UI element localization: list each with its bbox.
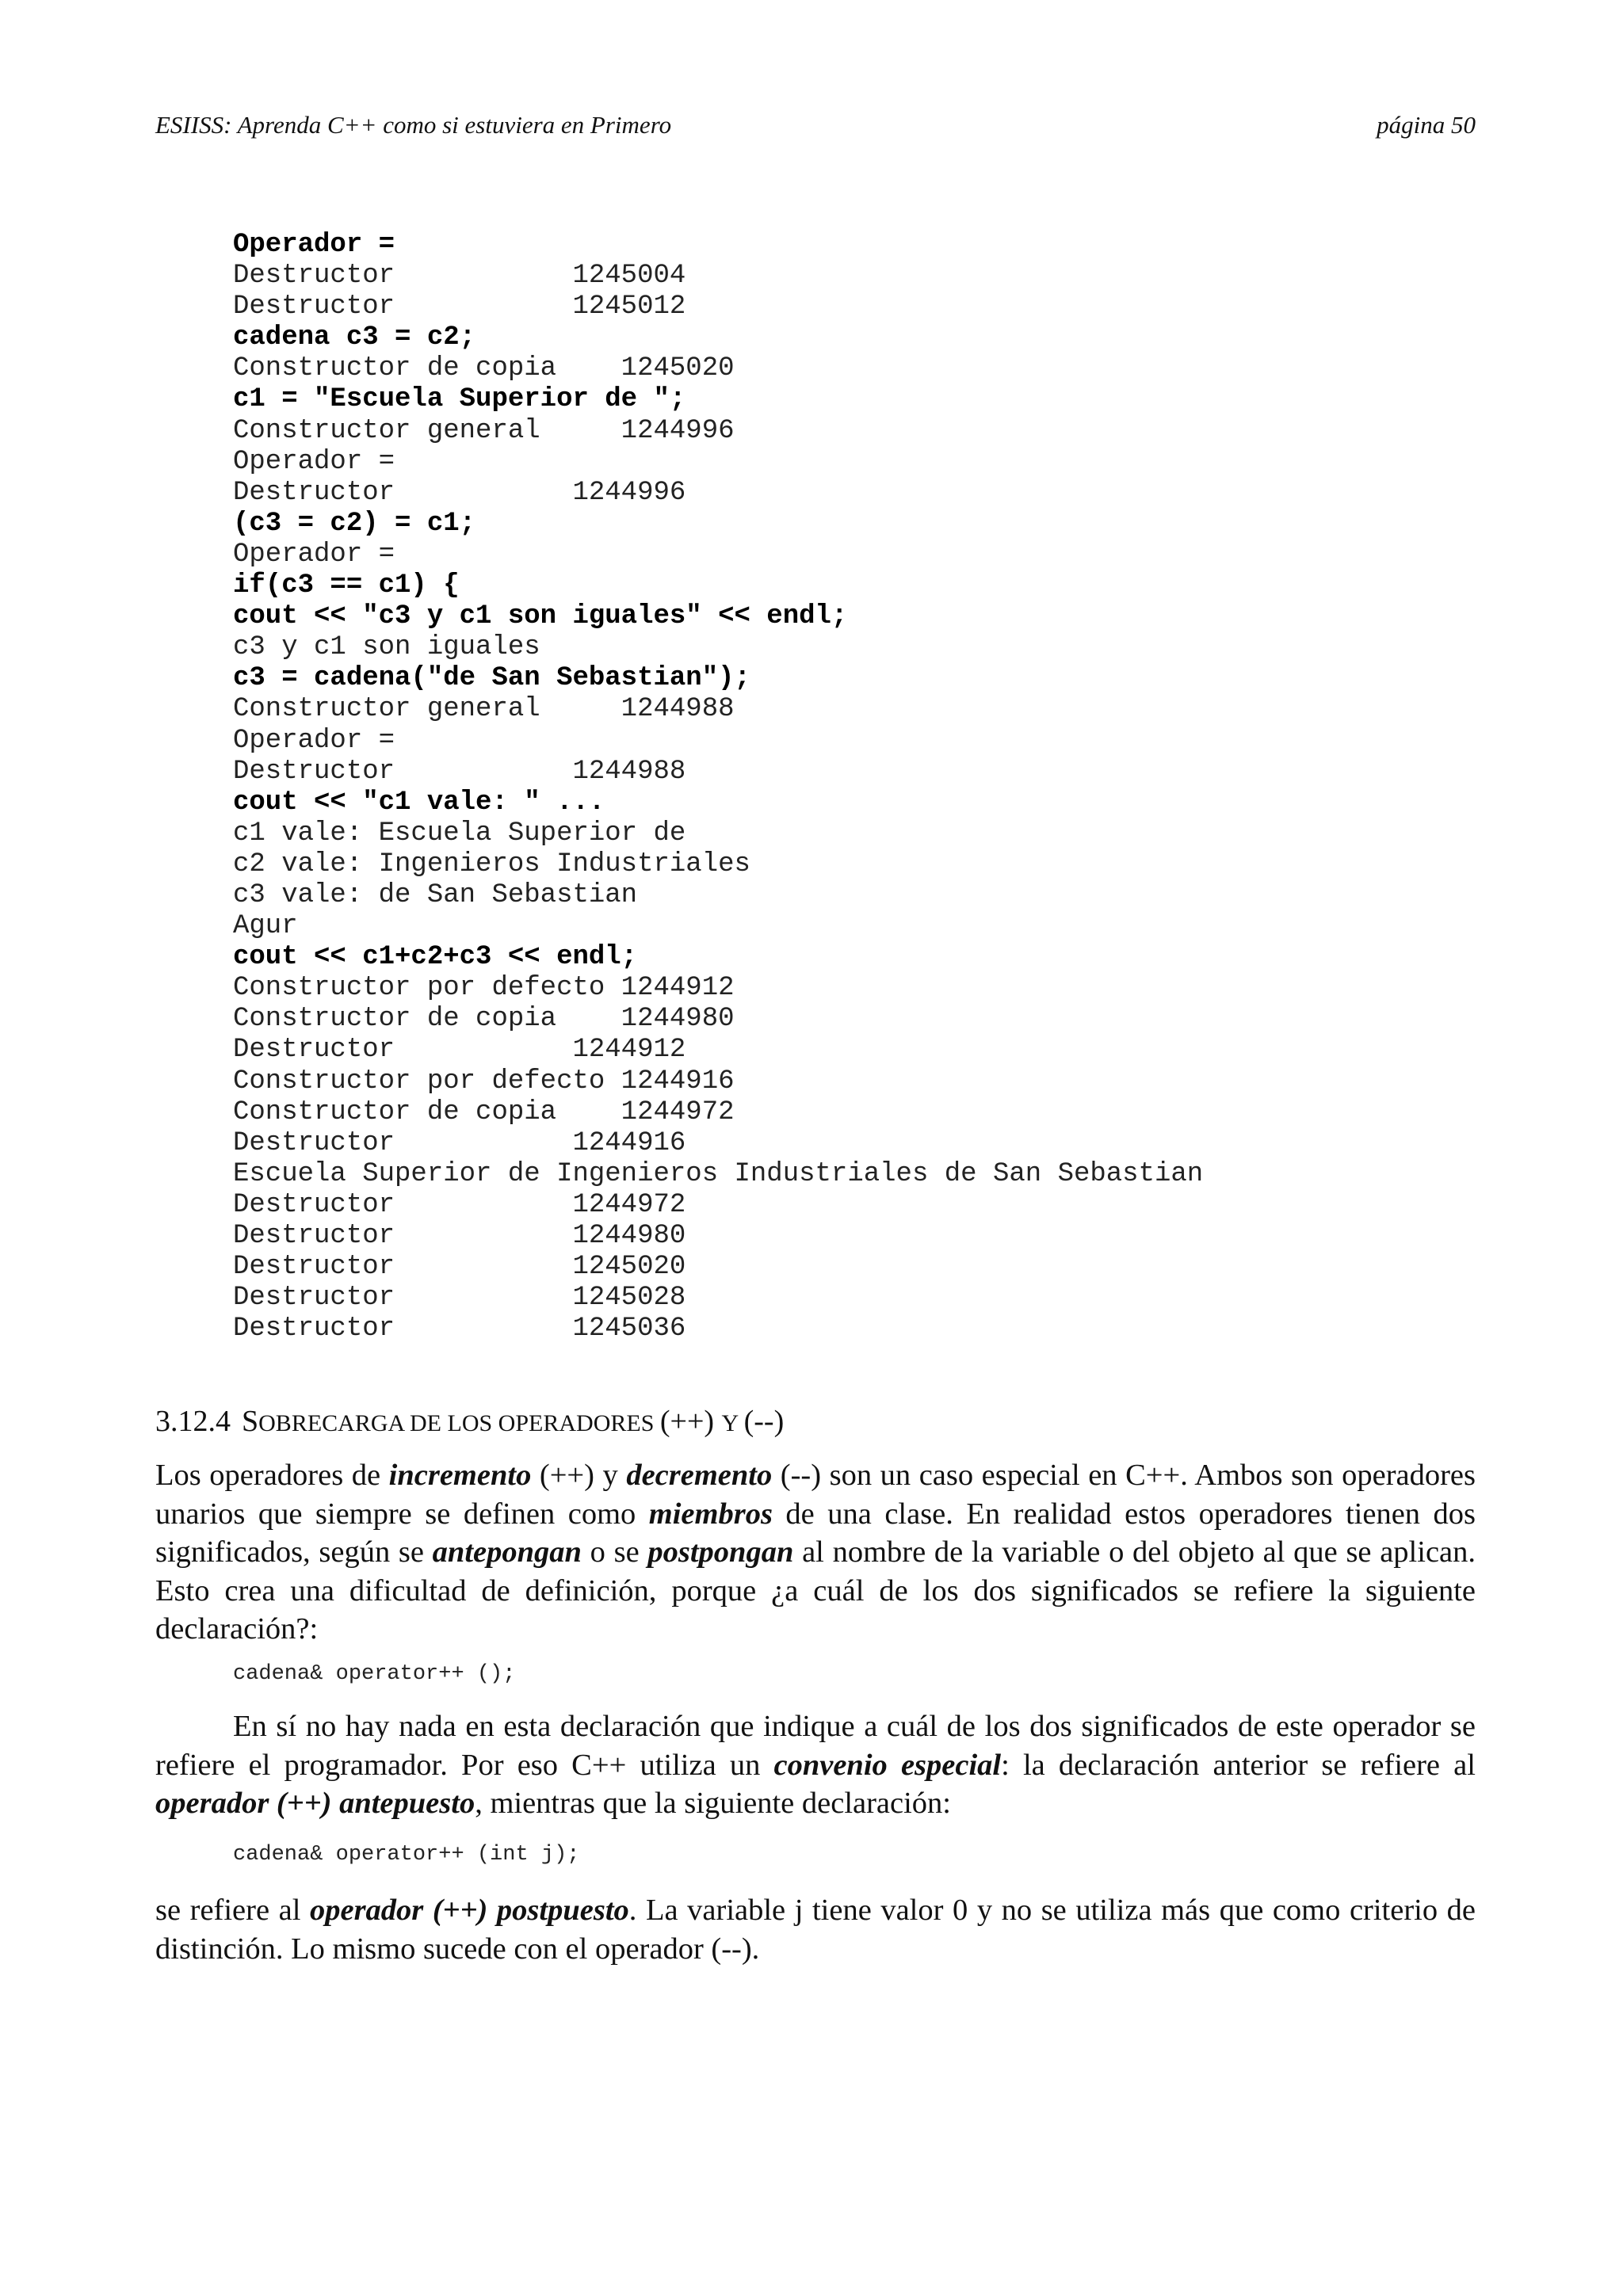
emphasized-term: decremento	[626, 1459, 773, 1492]
code-statement-line: (c3 = c2) = c1;	[233, 508, 476, 539]
code-output-line: Operador =	[233, 725, 395, 756]
code-output-line: Destructor 1244912	[233, 1035, 686, 1066]
code-statement-line: cadena c3 = c2;	[233, 322, 476, 353]
code-output-line: Destructor 1244980	[233, 1221, 686, 1251]
code-statement-line: cout << "c1 vale: " ...	[233, 787, 605, 818]
text-run: (++) y	[531, 1459, 627, 1492]
code-output-line: Constructor general 1244996	[233, 415, 735, 446]
header-title: ESIISS: Aprenda C++ como si estuviera en Primero	[155, 111, 672, 139]
emphasized-term: incremento	[388, 1459, 532, 1492]
code-output-line: Escuela Superior de Ingenieros Industriales de San Sebastian	[233, 1158, 1204, 1189]
code-output-line: Destructor 1245020	[233, 1252, 686, 1283]
section-title-part: S	[242, 1405, 259, 1438]
emphasized-term: operador (++) postpuesto	[309, 1894, 629, 1927]
code-statement-line: cout << "c3 y c1 son iguales" << endl;	[233, 601, 848, 632]
paragraph-intro	[155, 1456, 1476, 1649]
code-statement-line: c1 = "Escuela Superior de ";	[233, 384, 686, 415]
code-output-line: Constructor por defecto 1244916	[233, 1066, 735, 1097]
code-output-line: Constructor por defecto 1244912	[233, 973, 735, 1004]
section-heading	[155, 1404, 1476, 1439]
page-header	[155, 111, 1476, 151]
section-title-part: OBRECARGA DE LOS OPERADORES	[258, 1410, 660, 1436]
paragraph-postfix	[155, 1891, 1476, 1968]
text-run: . La variable j tiene valor 0 y no se utiliza más que como criterio de distinción. Lo mismo sucede con el operador (--).	[155, 1894, 1476, 1966]
code-output-line: c2 vale: Ingenieros Industriales	[233, 849, 750, 879]
code-output-line: Destructor 1245036	[233, 1314, 686, 1344]
code-declaration-postfix: cadena& operator++ (int j);	[233, 1843, 580, 1867]
text-run: se refiere al	[155, 1894, 310, 1927]
emphasized-term: postpongan	[647, 1535, 794, 1569]
text-run: En sí no hay nada en esta declaración que indique a cuál de los dos significados de este operador se refiere el programador. Por eso C++ utiliza un	[155, 1710, 1476, 1782]
program-output-listing	[233, 230, 1469, 1344]
section-title	[242, 1405, 784, 1438]
text-run: , mientras que la siguiente declaración:	[475, 1787, 951, 1820]
code-output-line: Destructor 1245012	[233, 292, 686, 322]
code-output-line: c1 vale: Escuela Superior de	[233, 818, 686, 849]
code-output-line: Destructor 1245028	[233, 1283, 686, 1314]
code-output-line: c3 vale: de San Sebastian	[233, 879, 638, 910]
text-run: o se	[581, 1535, 648, 1569]
text-run: de una clase. En realidad estos operadores tienen dos significados, según se	[155, 1497, 1476, 1569]
page-number: página 50	[1377, 111, 1476, 139]
code-output-line: Destructor 1244972	[233, 1189, 686, 1220]
emphasized-term: operador (++) antepuesto	[155, 1787, 475, 1820]
section-number: 3.12.4	[155, 1405, 231, 1438]
section-title-part: (++)	[659, 1405, 722, 1438]
text-run: : la declaración anterior se refiere al	[1001, 1748, 1476, 1782]
emphasized-term: convenio especial	[773, 1748, 1002, 1782]
code-output-line: Destructor 1244996	[233, 477, 686, 508]
code-output-line: Destructor 1244916	[233, 1127, 686, 1158]
code-output-line: Operador =	[233, 446, 395, 477]
code-output-line: Operador =	[233, 539, 395, 570]
emphasized-term: antepongan	[432, 1535, 582, 1569]
text-run: al nombre de la variable o del objeto al que se aplican. Esto crea una dificultad de definición, porque ¿a cuál de los dos significados se refiere la siguiente declaración?:	[155, 1535, 1476, 1646]
code-output-line: Destructor 1245004	[233, 261, 686, 292]
emphasized-term: miembros	[648, 1497, 773, 1531]
code-declaration-prefix: cadena& operator++ ();	[233, 1662, 516, 1686]
text-run: (--) son un caso especial en C++. Ambos son operadores unarios que siempre se definen como	[155, 1459, 1476, 1531]
code-output-line: Constructor de copia 1244972	[233, 1097, 735, 1127]
paragraph-convention	[155, 1707, 1476, 1823]
section-title-part: (--)	[743, 1405, 785, 1438]
code-output-line: Agur	[233, 911, 298, 942]
section-title-part: Y	[721, 1410, 744, 1436]
code-output-line: c3 y c1 son iguales	[233, 632, 540, 663]
text-run: Los operadores de	[155, 1459, 389, 1492]
code-statement-line: if(c3 == c1) {	[233, 570, 460, 601]
code-statement-line: cout << c1+c2+c3 << endl;	[233, 942, 638, 973]
code-output-line: Destructor 1244988	[233, 756, 686, 787]
code-output-line: Constructor general 1244988	[233, 694, 735, 725]
code-statement-line: c3 = cadena("de San Sebastian");	[233, 663, 750, 694]
code-output-line: Constructor de copia 1245020	[233, 353, 735, 384]
code-output-line: Constructor de copia 1244980	[233, 1004, 735, 1035]
code-statement-line: Operador =	[233, 230, 395, 260]
